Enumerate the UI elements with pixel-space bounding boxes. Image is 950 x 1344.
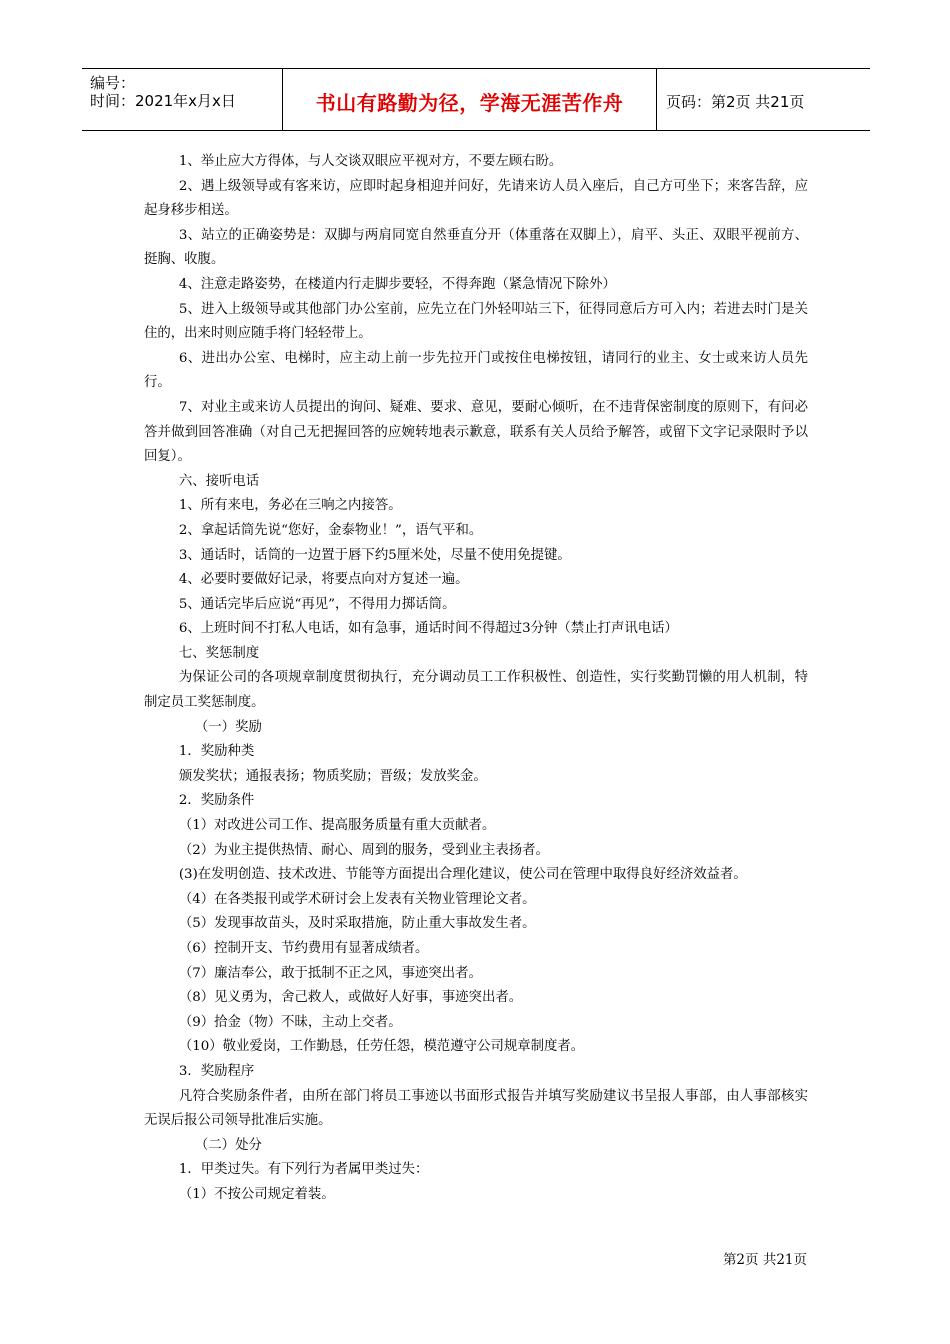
list-item: （9）拾金（物）不昧，主动上交者。 xyxy=(178,1014,402,1030)
header-middle-cell xyxy=(282,69,657,130)
paragraph: 颁发奖状；通报表扬；物质奖励；晋级；发放奖金。 xyxy=(178,768,487,784)
subsection-heading: （一）奖励 xyxy=(194,719,262,735)
paragraph: 1、举止应大方得体，与人交谈双眼应平视对方，不要左顾右盼。 xyxy=(178,154,563,169)
paragraph: 7、对业主或来访人员提出的询问、疑难、要求、意见，要耐心倾听，在不违背保密制度的原则下，有问必答并做到回答准确（对自己无把握回答的应婉转地表示歉意，联系有关人员给予解答，或留下文字记录限时予以回复）。 xyxy=(144,399,808,465)
paragraph: 3、通话时，话筒的一边置于唇下约5厘米处，尽量不使用免提键。 xyxy=(178,547,571,563)
section-heading: 七、奖惩制度 xyxy=(178,645,260,661)
header-page-info: 页码：第2页 共21页 xyxy=(666,93,805,111)
subsection-heading: 2．奖励条件 xyxy=(178,793,255,809)
list-item: (3)在发明创造、技术改进、节能等方面提出合理化建议，使公司在管理中取得良好经济效益者。 xyxy=(178,867,747,883)
paragraph: 4、必要时要做好记录，将要点向对方复述一遍。 xyxy=(178,572,469,588)
paragraph: 6、进出办公室、电梯时，应主动上前一步先拉开门或按住电梯按钮，请同行的业主、女士或来访人员先行。 xyxy=(144,350,808,391)
paragraph: 4、注意走路姿势，在楼道内行走脚步要轻，不得奔跑（紧急情况下除外） xyxy=(178,276,616,292)
header-right-cell xyxy=(656,69,870,130)
paragraph: 3、站立的正确姿势是：双脚与两肩同宽自然垂直分开（体重落在双脚上），肩平、头正、双眼平视前方、挺胸、收腹。 xyxy=(144,227,808,268)
list-item: （6）控制开支、节约费用有显著成绩者。 xyxy=(178,941,429,956)
page-footer: 第2页 共21页 xyxy=(722,1252,807,1268)
paragraph: 5、进入上级领导或其他部门办公室前，应先立在门外轻叩站三下，征得同意后方可入内；若进去时门是关住的，出来时则应随手将门轻轻带上。 xyxy=(144,301,808,342)
document-body xyxy=(144,150,808,1208)
list-item: （4）在各类报刊或学术研讨会上发表有关物业管理论文者。 xyxy=(178,891,536,907)
section-heading: 六、接听电话 xyxy=(178,473,260,489)
paragraph: 2、遇上级领导或有客来访，应即时起身相迎并问好，先请来访人员入座后，自己方可坐下；来客告辞，应起身移步相送。 xyxy=(144,178,808,219)
subsection-heading: 1．甲类过失。有下列行为者属甲类过失： xyxy=(178,1162,429,1178)
header-left-cell xyxy=(82,69,281,130)
header-motto: 书山有路勤为径，学海无涯苦作舟 xyxy=(315,91,624,115)
document-header xyxy=(82,68,870,131)
paragraph: 6、上班时间不打私人电话，如有急事，通话时间不得超过3分钟（禁止打声讯电话） xyxy=(178,621,678,637)
document-number-label: 编号： xyxy=(90,74,136,92)
document-date-label: 时间：2021年x月x日 xyxy=(90,92,236,110)
list-item: （1）不按公司规定着装。 xyxy=(178,1186,335,1202)
list-item: （7）廉洁奉公，敢于抵制不正之风，事迹突出者。 xyxy=(178,965,482,981)
paragraph: 2、拿起话筒先说“您好，金泰物业！”，语气平和。 xyxy=(178,522,483,538)
list-item: （2）为业主提供热情、耐心、周到的服务，受到业主表扬者。 xyxy=(178,842,549,858)
list-item: （8）见义勇为，舍己救人，或做好人好事，事迹突出者。 xyxy=(178,990,523,1006)
subsection-heading: （二）处分 xyxy=(194,1137,262,1153)
list-item: （10）敬业爱岗，工作勤恳，任劳任怨，模范遵守公司规章制度者。 xyxy=(178,1039,585,1055)
list-item: （1）对改进公司工作、提高服务质量有重大贡献者。 xyxy=(178,818,496,834)
paragraph: 为保证公司的各项规章制度贯彻执行，充分调动员工工作积极性、创造性，实行奖勤罚懒的用人机制，特制定员工奖惩制度。 xyxy=(144,670,808,711)
subsection-heading: 3．奖励程序 xyxy=(178,1063,255,1079)
list-item: （5）发现事故苗头，及时采取措施，防止重大事故发生者。 xyxy=(178,916,536,932)
paragraph: 凡符合奖励条件者，由所在部门将员工事迹以书面形式报告并填写奖励建议书呈报人事部，由人事部核实无误后报公司领导批准后实施。 xyxy=(144,1088,808,1129)
paragraph: 5、通话完毕后应说“再见”，不得用力掷话筒。 xyxy=(178,596,456,612)
subsection-heading: 1．奖励种类 xyxy=(178,744,255,760)
paragraph: 1、所有来电，务必在三响之内接答。 xyxy=(178,498,402,514)
